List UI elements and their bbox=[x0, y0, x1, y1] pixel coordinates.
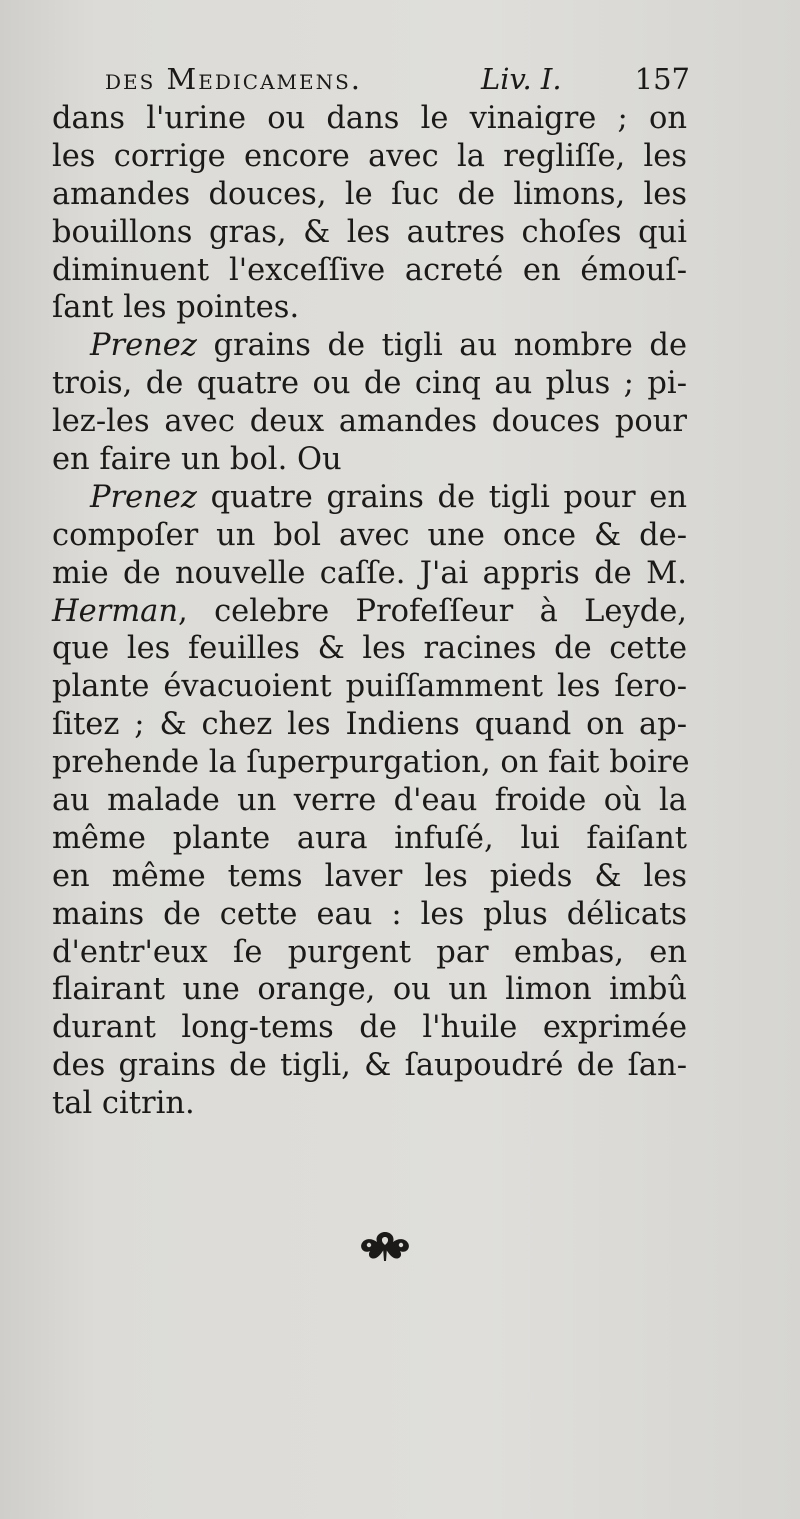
page-number: 157 bbox=[634, 62, 690, 96]
text-line: dans l'urine ou dans le vinaigre ; on bbox=[52, 101, 687, 136]
body-text bbox=[52, 100, 690, 1123]
text-line: durant long-tems de l'huile exprimée bbox=[52, 1010, 687, 1046]
text-line: tal citrin. bbox=[52, 1086, 195, 1122]
text-line: des grains de tigli, & ſaupoudré de ſan- bbox=[52, 1048, 687, 1084]
text-line: d'entr'eux ſe purgent par embas, en bbox=[52, 934, 687, 970]
text-line: au malade un verre d'eau froide où la bbox=[52, 783, 687, 819]
text-line: mains de cette eau : les plus délicats bbox=[52, 896, 687, 932]
text-line: mie de nouvelle caſſe. J'ai appris de M. bbox=[52, 555, 687, 591]
text-line: diminuent l'exceſſive acreté en émouſ- bbox=[52, 252, 687, 288]
text-line: prehende la ſuperpurgation, on fait boire bbox=[52, 745, 690, 781]
text-line: que les feuilles & les racines de cette bbox=[52, 631, 687, 667]
text-line: lez-les avec deux amandes douces pour bbox=[52, 404, 687, 440]
person-name: Herman bbox=[52, 593, 178, 629]
text-line: ſitez ; & chez les Indiens quand on ap- bbox=[52, 707, 687, 743]
text-line: compoſer un bol avec une once & de- bbox=[52, 517, 687, 553]
book-number: Liv. I. bbox=[481, 62, 562, 96]
text-line: ſant les pointes. bbox=[52, 290, 300, 326]
recipe-lead: Prenez bbox=[90, 479, 197, 515]
recipe-lead: Prenez bbox=[90, 328, 197, 364]
text-line: en même tems laver les pieds & les bbox=[52, 858, 687, 894]
text-line: en faire un bol. Ou bbox=[52, 442, 342, 478]
text-line: Prenez grains de tigli au nombre de bbox=[90, 328, 687, 364]
text-line: Prenez quatre grains de tigli pour en bbox=[90, 479, 687, 515]
fleuron-icon bbox=[357, 1228, 413, 1262]
text-line: même plante aura infuſé, lui faiſant bbox=[52, 820, 687, 856]
text-line: bouillons gras, & les autres choſes qui bbox=[52, 214, 687, 250]
running-title: des Medicamens. bbox=[105, 62, 363, 96]
text-line: amandes douces, le ſuc de limons, les bbox=[52, 176, 687, 212]
text-line: flairant une orange, ou un limon imbû bbox=[52, 972, 687, 1008]
text-line: les corrige encore avec la regliſſe, les bbox=[52, 138, 687, 174]
text-line: plante évacuoient puiſſamment les ſero- bbox=[52, 669, 687, 705]
text-line: Herman, celebre Profeſſeur à Leyde, bbox=[52, 593, 687, 629]
text-line: trois, de quatre ou de cinq au plus ; pi- bbox=[52, 366, 687, 402]
